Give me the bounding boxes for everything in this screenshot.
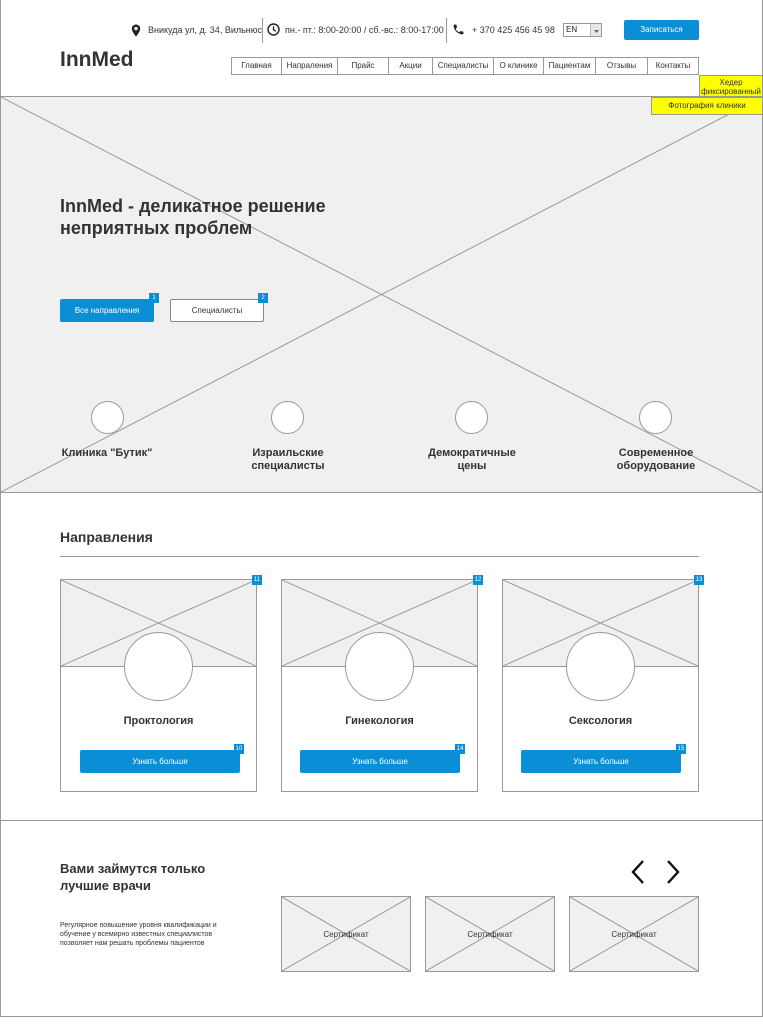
section-divider — [60, 556, 699, 557]
language-value: EN — [566, 25, 578, 34]
card-icon-placeholder — [345, 632, 414, 701]
all-directions-button[interactable]: Все направления — [60, 299, 154, 322]
learn-more-button[interactable]: Узнать больше — [300, 750, 460, 773]
annotation-badge: 1 — [149, 293, 159, 303]
specialists-button[interactable]: Специалисты — [170, 299, 264, 322]
learn-more-button[interactable]: Узнать больше — [521, 750, 681, 773]
language-select[interactable] — [563, 23, 602, 37]
phone-icon — [452, 23, 465, 36]
signup-button[interactable]: Записаться — [624, 20, 699, 40]
nav-item-about[interactable]: О клинике — [494, 58, 544, 74]
advantage-icon-placeholder — [455, 401, 488, 434]
annotation-badge: 12 — [474, 577, 482, 583]
card-title: Сексология — [568, 715, 633, 727]
advantage-label: Израильские специалисты — [251, 447, 325, 472]
nav-item-patients[interactable]: Пациентам — [544, 58, 596, 74]
advantage-label: Современное оборудование — [616, 447, 696, 472]
main-nav — [231, 57, 699, 75]
annotation-badge: 2 — [258, 293, 268, 303]
certificate-label: Сертификат — [323, 930, 369, 939]
advantage-label: Клиника "Бутик" — [61, 447, 153, 459]
address-text: Вникуда ул, д. 34, Вильнюс — [148, 25, 263, 35]
directions-heading: Направления — [60, 529, 153, 545]
card-icon-placeholder — [566, 632, 635, 701]
phone-number[interactable]: + 370 425 456 45 98 — [472, 25, 555, 35]
annotation-badge: 11 — [253, 577, 261, 583]
clock-icon — [267, 23, 280, 36]
working-hours-text: пн.- пт.: 8:00-20:00 / сб.-вс.: 8:00-17:00 — [285, 25, 444, 35]
chevron-left-icon[interactable] — [630, 859, 646, 885]
certificate-placeholder[interactable] — [425, 896, 555, 972]
nav-item-prices[interactable]: Прайс — [338, 58, 389, 74]
divider — [262, 18, 263, 43]
advantage-icon-placeholder — [91, 401, 124, 434]
chevron-right-icon[interactable] — [665, 859, 681, 885]
certificate-placeholder[interactable] — [569, 896, 699, 972]
card-title: Гинекология — [345, 715, 414, 727]
nav-item-reviews[interactable]: Отзывы — [596, 58, 648, 74]
divider — [446, 18, 447, 43]
card-title: Проктология — [123, 715, 194, 727]
hero-title: InnMed - деликатное решение неприятных проблем — [60, 196, 326, 238]
placeholder-cross — [1, 97, 762, 492]
direction-card[interactable] — [60, 579, 257, 792]
card-icon-placeholder — [124, 632, 193, 701]
advantage-icon-placeholder — [271, 401, 304, 434]
learn-more-button[interactable]: Узнать больше — [80, 750, 240, 773]
annotation-badge: 15 — [677, 746, 685, 752]
logo[interactable]: InnMed — [60, 48, 134, 71]
annotation-badge: 10 — [235, 746, 243, 752]
dropdown-button[interactable] — [590, 24, 601, 36]
certificate-label: Сертификат — [467, 930, 513, 939]
doctors-description: Регулярное повышение уровня квалификации и обучение у всемирно известных специалистов позволяет нам решать проблемы пациентов — [60, 922, 217, 947]
nav-item-directions[interactable]: Напраления — [282, 58, 338, 74]
direction-card[interactable] — [281, 579, 478, 792]
doctors-heading: Вами займутся только лучшие врачи — [60, 861, 206, 893]
chevron-down-icon — [591, 25, 602, 37]
annotation-badge: 13 — [695, 577, 703, 583]
nav-item-home[interactable]: Главная — [232, 58, 282, 74]
hero-image-placeholder — [0, 96, 763, 493]
nav-item-promotions[interactable]: Акции — [389, 58, 433, 74]
annotation-badge: 14 — [456, 746, 464, 752]
note-clinic-photo: Фотография клиники — [651, 97, 763, 115]
location-pin-icon — [131, 24, 141, 37]
advantage-icon-placeholder — [639, 401, 672, 434]
note-sticky-header: Хедер фиксированный — [699, 75, 763, 97]
nav-item-specialists[interactable]: Специалисты — [433, 58, 494, 74]
certificate-label: Сертификат — [611, 930, 657, 939]
direction-card[interactable] — [502, 579, 699, 792]
certificate-placeholder[interactable] — [281, 896, 411, 972]
nav-item-contacts[interactable]: Контакты — [655, 61, 691, 70]
advantage-label: Демократичные цены — [428, 447, 516, 472]
